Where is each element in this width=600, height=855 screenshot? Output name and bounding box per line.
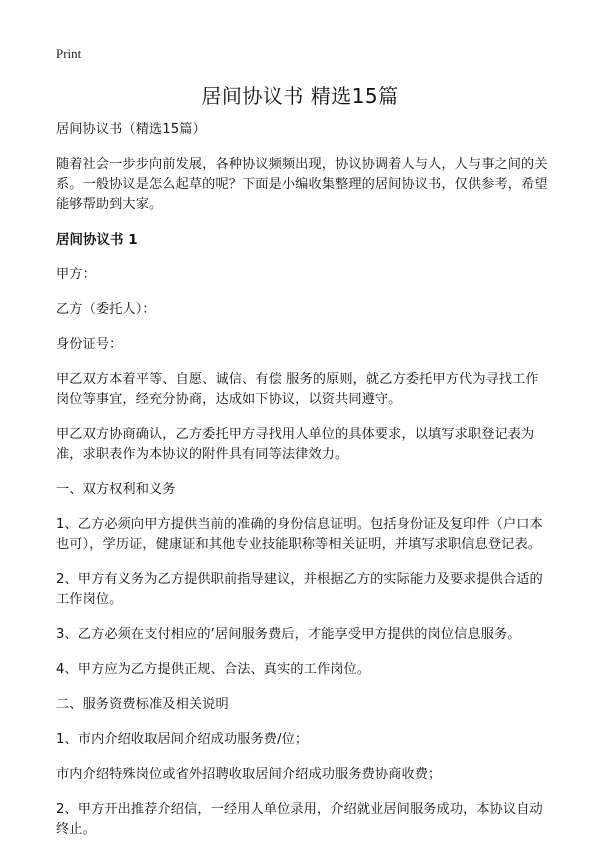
- fees-item-1b: 市内介绍特殊岗位或省外招聘收取居间介绍成功服务费协商收费；: [56, 767, 442, 782]
- document-body: [56, 120, 548, 855]
- page-title: 居间协议书 精选15篇: [201, 84, 399, 108]
- intro-paragraph: 随着社会一步步向前发展，各种协议频频出现，协议协调着人与人，人与事之间的关系。一般协议是怎么起草的呢？下面是小编收集整理的居间协议书，仅供参考，希望能够帮助到大家。: [56, 157, 548, 212]
- agreement-paragraph-2: 甲乙双方协商确认，乙方委托甲方寻找用人单位的具体要求，以填写求职登记表为准，求职表作为本协议的附件具有同等法律效力。: [56, 427, 535, 462]
- party-a-line: 甲方：: [56, 267, 96, 282]
- party-b-line: 乙方（委托人）：: [56, 302, 156, 317]
- rights-item-4: 4、甲方应为乙方提供正规、合法、真实的工作岗位。: [56, 662, 371, 677]
- fees-item-1: 1、市内介绍收取居间介绍成功服务费/位；: [56, 732, 309, 747]
- fees-heading: 二、服务资费标准及相关说明: [56, 697, 229, 712]
- rights-item-2: 2、甲方有义务为乙方提供职前指导建议，并根据乙方的实际能力及要求提供合适的工作岗位。: [56, 572, 543, 607]
- rights-heading: 一、双方权利和义务: [56, 482, 176, 497]
- section-heading-1: 居间协议书 1: [56, 232, 138, 248]
- fees-item-2: 2、甲方开出推荐介绍信，一经用人单位录用，介绍就业居间服务成功，本协议自动终止。: [56, 802, 543, 837]
- print-link[interactable]: Print: [56, 46, 82, 61]
- rights-item-1: 1、乙方必须向甲方提供当前的准确的身份信息证明。包括身份证及复印件（户口本也可），学历证，健康证和其他专业技能职称等相关证明，并填写求职信息登记表。: [56, 517, 543, 552]
- id-number-line: 身份证号：: [56, 337, 123, 352]
- document-subtitle: 居间协议书（精选15篇）: [56, 122, 206, 137]
- agreement-paragraph-1: 甲乙双方本着平等、自愿、诚信、有偿 服务的原则，就乙方委托甲方代为寻找工作岗位等事宜，经充分协商，达成如下协议，以资共同遵守。: [56, 372, 539, 407]
- rights-item-3: 3、乙方必须在支付相应的’居间服务费后，才能享受甲方提供的岗位信息服务。: [56, 627, 521, 642]
